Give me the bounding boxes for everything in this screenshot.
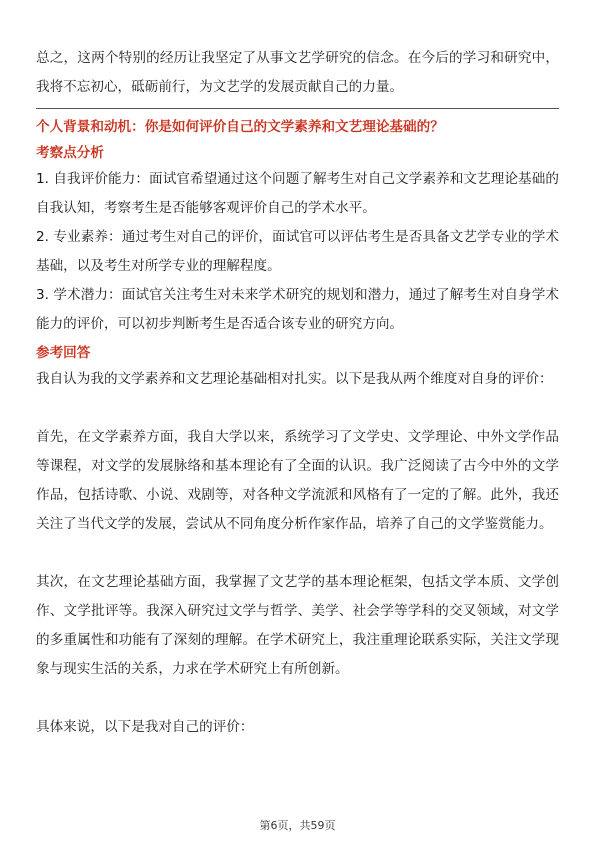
- paragraph-gap: [36, 684, 559, 713]
- answer-paragraph: 我自认为我的文学素养和文艺理论基础相对扎实。以下是我从两个维度对自身的评价：: [36, 371, 553, 387]
- analysis-item: 1. 自我评价能力：面试官希望通过这个问题了解考生对自己文学素养和文艺理论基础的自我认知，考察考生是否能够客观评价自己的学术水平。: [36, 171, 559, 216]
- section-divider: [36, 108, 559, 109]
- paragraph-gap: [36, 394, 559, 423]
- intro-paragraph: 总之，这两个特别的经历让我坚定了从事文艺学研究的信念。在今后的学习和研究中，我将不忘初心，砥砺前行，为文艺学的发展贡献自己的力量。: [36, 50, 559, 95]
- answer-paragraph: 具体来说，以下是我对自己的评价：: [36, 719, 254, 735]
- analysis-item: 3. 学术潜力：面试官关注考生对未来学术研究的规划和潜力，通过了解考生对自身学术能力的评价，可以初步判断考生是否适合该专业的研究方向。: [36, 287, 559, 332]
- answer-paragraph: 其次，在文艺理论基础方面，我掌握了文艺学的基本理论框架，包括文学本质、文学创作、文学批评等。我深入研究过文学与哲学、美学、社会学等学科的交叉领域，对文学的多重属性和功能有了深刻的理解。在学术研究上，我注重理论联系实际，关注文学现象与现实生活的关系，力求在学术研究上有所创新。: [36, 574, 559, 677]
- answer-heading: 参考回答: [36, 345, 91, 361]
- analysis-item: 2. 专业素养：通过考生对自己的评价，面试官可以评估考生是否具备文艺学专业的学术基础，以及考生对所学专业的理解程度。: [36, 229, 559, 274]
- analysis-heading: 考察点分析: [36, 145, 104, 161]
- page-number: 第6页，共59页: [259, 819, 336, 832]
- paragraph-gap: [36, 539, 559, 568]
- page-content: [36, 44, 559, 742]
- question-title: 个人背景和动机：你是如何评价自己的文学素养和文艺理论基础的？: [36, 119, 444, 135]
- answer-paragraph: 首先，在文学素养方面，我自大学以来，系统学习了文学史、文学理论、中外文学作品等课程，对文学的发展脉络和基本理论有了全面的认识。我广泛阅读了古今中外的文学作品，包括诗歌、小说、戏剧等，对各种文学流派和风格有了一定的了解。此外，我还关注了当代文学的发展，尝试从不同角度分析作家作品，培养了自己的文学鉴赏能力。: [36, 429, 559, 532]
